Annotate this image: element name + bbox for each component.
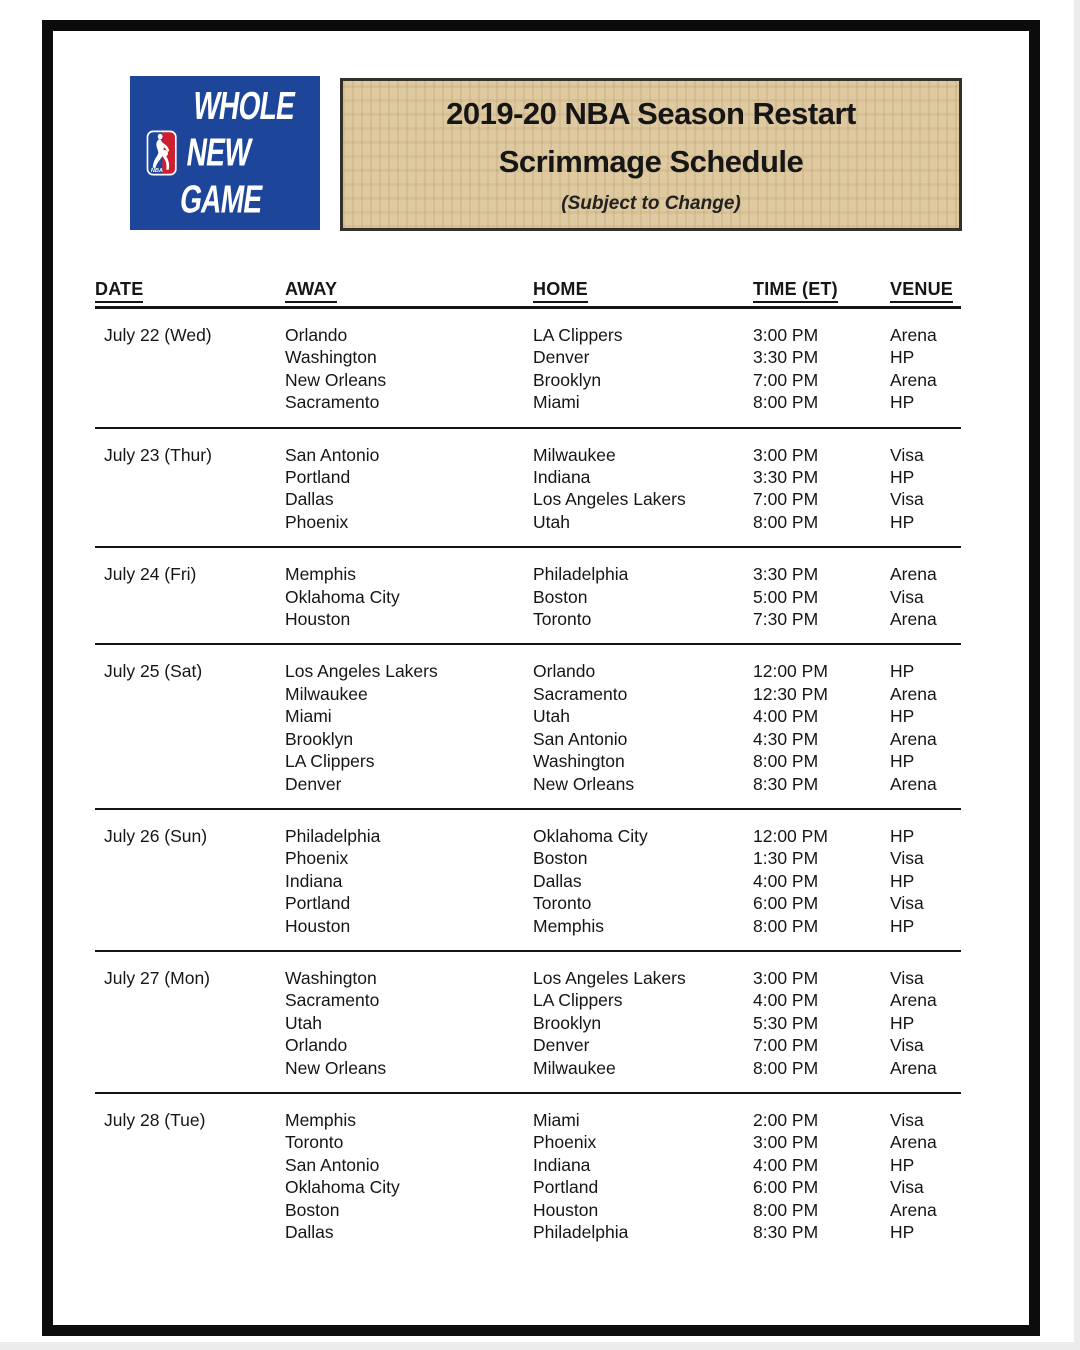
home-team: Philadelphia [533, 564, 629, 585]
venue: HP [890, 392, 915, 413]
home-team: Indiana [533, 1154, 591, 1175]
date-cell [95, 915, 285, 937]
game-row [95, 728, 961, 750]
home-team: Miami [533, 1109, 580, 1130]
game-row [95, 1012, 961, 1034]
wordmark-line: NEW [184, 130, 254, 175]
schedule-group [95, 645, 961, 809]
schedule-group [95, 429, 961, 549]
away-team: Milwaukee [285, 683, 368, 704]
date-cell [95, 1176, 285, 1198]
game-row [95, 511, 961, 533]
home-team: Dallas [533, 870, 582, 891]
game-time: 8:30 PM [753, 773, 819, 794]
venue: Visa [890, 1109, 924, 1130]
home-team: Los Angeles Lakers [533, 967, 686, 988]
date-cell [95, 892, 285, 914]
date-cell: July 24 (Fri) [104, 564, 197, 585]
home-team: Toronto [533, 893, 592, 914]
game-time: 7:00 PM [753, 489, 819, 510]
venue: HP [890, 825, 915, 846]
home-team: Memphis [533, 915, 604, 936]
away-team: Oklahoma City [285, 586, 400, 607]
date-cell [95, 466, 285, 488]
venue: HP [890, 915, 915, 936]
title-banner [340, 78, 962, 231]
game-row [95, 683, 961, 705]
date-cell [95, 1221, 285, 1243]
game-time: 6:00 PM [753, 893, 819, 914]
away-team: New Orleans [285, 369, 387, 390]
game-row [95, 870, 961, 892]
game-time: 12:00 PM [753, 661, 828, 682]
date-cell: July 23 (Thur) [104, 444, 212, 465]
wordmark-line: WHOLE [190, 84, 298, 128]
date-cell [95, 369, 285, 391]
date-cell [95, 1131, 285, 1153]
game-time: 8:00 PM [753, 751, 819, 772]
game-row [95, 892, 961, 914]
venue: Visa [890, 444, 924, 465]
home-team: New Orleans [533, 773, 635, 794]
venue: HP [890, 347, 915, 368]
home-team: Toronto [533, 609, 592, 630]
date-cell [95, 773, 285, 795]
venue: Visa [890, 967, 924, 988]
game-time: 12:00 PM [753, 825, 828, 846]
away-team: Sacramento [285, 392, 380, 413]
game-time: 8:00 PM [753, 511, 819, 532]
venue: Arena [890, 990, 937, 1011]
venue: HP [890, 511, 915, 532]
game-time: 3:30 PM [753, 467, 819, 488]
game-time: 7:30 PM [753, 609, 819, 630]
venue: Arena [890, 1057, 937, 1078]
game-row [95, 563, 961, 585]
game-time: 3:00 PM [753, 325, 819, 345]
home-team: Boston [533, 586, 588, 607]
away-team: Portland [285, 893, 351, 914]
game-time: 8:00 PM [753, 1199, 819, 1220]
home-team: Philadelphia [533, 1222, 629, 1242]
home-team: Denver [533, 347, 590, 368]
game-row [95, 1221, 961, 1243]
date-cell [95, 1012, 285, 1034]
date-cell [95, 705, 285, 727]
venue: HP [890, 751, 915, 772]
game-time: 7:00 PM [753, 369, 819, 390]
home-team: Miami [533, 392, 580, 413]
game-time: 7:00 PM [753, 1035, 819, 1056]
home-team: Orlando [533, 661, 596, 682]
game-time: 4:30 PM [753, 728, 819, 749]
game-time: 5:30 PM [753, 1012, 819, 1033]
venue: Arena [890, 1199, 937, 1220]
away-team: LA Clippers [285, 751, 375, 772]
date-cell [95, 683, 285, 705]
date-cell: July 26 (Sun) [104, 825, 208, 846]
schedule-group [95, 810, 961, 952]
game-row [95, 586, 961, 608]
game-time: 5:00 PM [753, 586, 819, 607]
table-header-row [95, 279, 961, 309]
away-team: Washington [285, 347, 377, 368]
home-team: Indiana [533, 467, 591, 488]
venue: Arena [890, 325, 937, 345]
game-time: 8:00 PM [753, 915, 819, 936]
away-team: Los Angeles Lakers [285, 661, 438, 682]
date-cell [95, 488, 285, 510]
venue: HP [890, 1154, 915, 1175]
game-time: 3:00 PM [753, 1132, 819, 1153]
game-row [95, 967, 961, 989]
home-team: Portland [533, 1177, 599, 1198]
away-team: Philadelphia [285, 825, 381, 846]
date-cell [95, 391, 285, 413]
venue: Visa [890, 848, 924, 869]
away-team: Miami [285, 706, 332, 727]
away-team: New Orleans [285, 1057, 387, 1078]
game-row [95, 1109, 961, 1131]
game-time: 3:30 PM [753, 564, 819, 585]
home-team: Denver [533, 1035, 590, 1056]
game-row [95, 466, 961, 488]
venue: HP [890, 1222, 915, 1242]
game-time: 8:30 PM [753, 1222, 819, 1242]
away-team: Brooklyn [285, 728, 354, 749]
col-header-home: HOME [533, 279, 588, 303]
venue: Visa [890, 893, 924, 914]
date-cell [95, 1199, 285, 1221]
venue: HP [890, 661, 915, 682]
game-time: 4:00 PM [753, 706, 819, 727]
away-team: Toronto [285, 1132, 344, 1153]
away-team: Denver [285, 773, 342, 794]
game-time: 12:30 PM [753, 683, 828, 704]
home-team: Los Angeles Lakers [533, 489, 686, 510]
home-team: San Antonio [533, 728, 628, 749]
game-time: 6:00 PM [753, 1177, 819, 1198]
nba-whole-new-game-logo [130, 76, 320, 230]
whole-new-game-wordmark [177, 83, 298, 223]
date-cell: July 22 (Wed) [104, 325, 212, 345]
away-team: Utah [285, 1012, 322, 1033]
col-header-time: TIME (ET) [753, 279, 838, 303]
home-team: Oklahoma City [533, 825, 648, 846]
game-row [95, 488, 961, 510]
date-cell [95, 1154, 285, 1176]
date-cell [95, 346, 285, 368]
away-team: Memphis [285, 564, 356, 585]
game-time: 3:00 PM [753, 967, 819, 988]
venue: Visa [890, 586, 924, 607]
venue: Arena [890, 609, 937, 630]
schedule-group [95, 309, 961, 429]
venue: Visa [890, 1177, 924, 1198]
date-cell [95, 1057, 285, 1079]
game-row [95, 915, 961, 937]
schedule-group [95, 548, 961, 645]
date-cell [95, 608, 285, 630]
venue: Arena [890, 773, 937, 794]
game-row [95, 989, 961, 1011]
game-row [95, 1131, 961, 1153]
away-team: Portland [285, 467, 351, 488]
away-team: Dallas [285, 1222, 334, 1242]
date-cell [95, 870, 285, 892]
game-time: 8:00 PM [753, 1057, 819, 1078]
game-row [95, 369, 961, 391]
date-cell [95, 728, 285, 750]
away-team: Oklahoma City [285, 1177, 400, 1198]
venue: HP [890, 1012, 915, 1033]
away-team: Phoenix [285, 848, 349, 869]
game-row [95, 1199, 961, 1221]
away-team: San Antonio [285, 444, 380, 465]
away-team: Boston [285, 1199, 340, 1220]
venue: HP [890, 467, 915, 488]
away-team: Washington [285, 967, 377, 988]
date-cell [95, 511, 285, 533]
date-cell [95, 989, 285, 1011]
venue: Arena [890, 369, 937, 390]
schedule-group [95, 1094, 961, 1256]
schedule-group [95, 952, 961, 1094]
home-team: LA Clippers [533, 990, 623, 1011]
venue: Arena [890, 728, 937, 749]
home-team: Phoenix [533, 1132, 597, 1153]
game-row [95, 608, 961, 630]
nba-wordmark: NBA [150, 168, 163, 175]
venue: Arena [890, 1132, 937, 1153]
away-team: Orlando [285, 1035, 348, 1056]
away-team: Sacramento [285, 990, 380, 1011]
game-row [95, 1176, 961, 1198]
home-team: Houston [533, 1199, 599, 1220]
game-time: 4:00 PM [753, 870, 819, 891]
date-cell: July 25 (Sat) [104, 661, 203, 682]
game-row [95, 1057, 961, 1079]
schedule-table [95, 279, 961, 1256]
game-time: 3:00 PM [753, 444, 819, 465]
away-team: Houston [285, 915, 351, 936]
game-row [95, 750, 961, 772]
game-row [95, 391, 961, 413]
game-row [95, 773, 961, 795]
home-team: Sacramento [533, 683, 628, 704]
home-team: Utah [533, 511, 570, 532]
col-header-away: AWAY [285, 279, 337, 303]
game-time: 1:30 PM [753, 848, 819, 869]
away-team: Dallas [285, 489, 334, 510]
venue: Arena [890, 564, 937, 585]
date-cell [95, 847, 285, 869]
nba-logoman-icon [146, 91, 177, 215]
date-cell [95, 586, 285, 608]
game-row [95, 324, 961, 346]
game-time: 4:00 PM [753, 1154, 819, 1175]
game-time: 2:00 PM [753, 1109, 819, 1130]
away-team: San Antonio [285, 1154, 380, 1175]
home-team: LA Clippers [533, 325, 623, 345]
banner-title-line1: 2019-20 NBA Season Restart [446, 96, 856, 131]
away-team: Indiana [285, 870, 343, 891]
game-row [95, 346, 961, 368]
game-row [95, 825, 961, 847]
home-team: Washington [533, 751, 625, 772]
date-cell [95, 1034, 285, 1056]
game-time: 8:00 PM [753, 392, 819, 413]
venue: Visa [890, 1035, 924, 1056]
home-team: Brooklyn [533, 1012, 602, 1033]
away-team: Houston [285, 609, 351, 630]
away-team: Orlando [285, 325, 348, 345]
game-time: 4:00 PM [753, 990, 819, 1011]
game-row [95, 1034, 961, 1056]
date-cell: July 28 (Tue) [104, 1109, 206, 1130]
wordmark-line: GAME [177, 177, 266, 221]
away-team: Phoenix [285, 511, 349, 532]
game-row [95, 1154, 961, 1176]
date-cell [95, 750, 285, 772]
venue: HP [890, 870, 915, 891]
home-team: Milwaukee [533, 1057, 616, 1078]
home-team: Utah [533, 706, 570, 727]
col-header-venue: VENUE [890, 279, 953, 303]
away-team: Memphis [285, 1109, 356, 1130]
banner-subtitle: (Subject to Change) [561, 193, 741, 214]
table-body [95, 309, 961, 1256]
game-row [95, 660, 961, 682]
home-team: Brooklyn [533, 369, 602, 390]
home-team: Boston [533, 848, 588, 869]
venue: HP [890, 706, 915, 727]
game-row [95, 705, 961, 727]
game-row [95, 444, 961, 466]
game-row [95, 847, 961, 869]
venue: Visa [890, 489, 924, 510]
game-time: 3:30 PM [753, 347, 819, 368]
venue: Arena [890, 683, 937, 704]
banner-title-line2: Scrimmage Schedule [498, 144, 804, 179]
home-team: Milwaukee [533, 444, 616, 465]
date-cell: July 27 (Mon) [104, 967, 211, 988]
col-header-date: DATE [95, 279, 143, 303]
